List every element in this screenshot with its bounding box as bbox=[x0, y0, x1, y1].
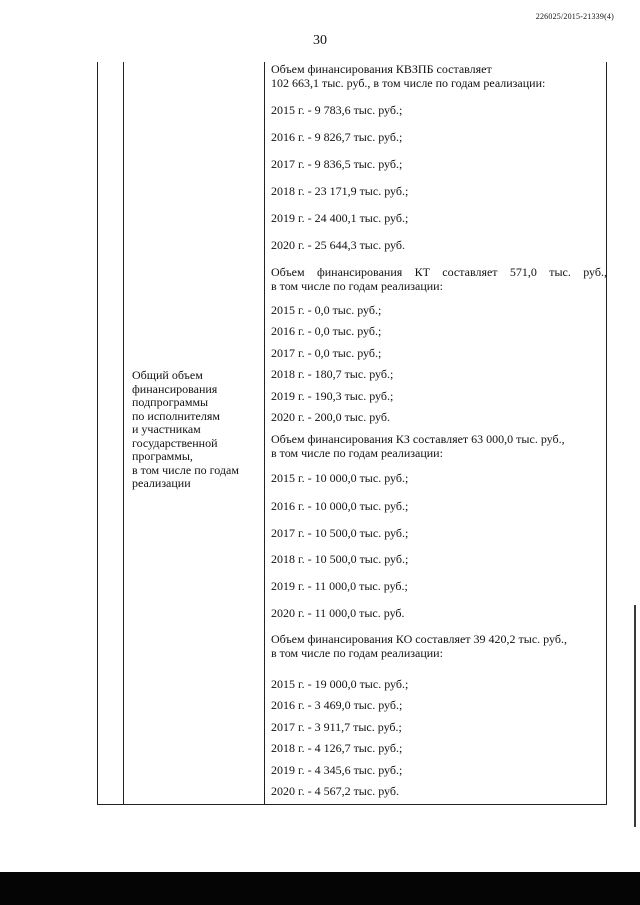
year-line: 2019 г. - 11 000,0 тыс. руб.; bbox=[271, 579, 408, 593]
label-line: и участникам bbox=[132, 422, 201, 436]
section-title: Объем финансирования КЗ составляет 63 000,0 тыс. руб., bbox=[271, 432, 565, 446]
year-line: 2018 г. - 23 171,9 тыс. руб.; bbox=[271, 184, 409, 198]
section-subtitle: в том числе по годам реализации: bbox=[271, 279, 443, 293]
year-line: 2020 г. - 25 644,3 тыс. руб. bbox=[271, 238, 405, 252]
year-line: 2018 г. - 10 500,0 тыс. руб.; bbox=[271, 552, 409, 566]
year-line: 2015 г. - 10 000,0 тыс. руб.; bbox=[271, 471, 409, 485]
year-line: 2017 г. - 3 911,7 тыс. руб.; bbox=[271, 720, 402, 734]
section-title: Объем финансирования КВЗПБ составляет bbox=[271, 62, 492, 76]
label-line: финансирования bbox=[132, 381, 218, 396]
table-column-divider-1 bbox=[123, 62, 124, 805]
section-heading-ko bbox=[271, 632, 607, 660]
section-heading-kz bbox=[271, 432, 607, 460]
section-heading-kvzpb bbox=[271, 62, 607, 90]
year-line: 2018 г. - 4 126,7 тыс. руб.; bbox=[271, 741, 403, 755]
scan-bottom-bar bbox=[0, 872, 640, 905]
year-line: 2015 г. - 19 000,0 тыс. руб.; bbox=[271, 677, 409, 691]
year-line: 2020 г. - 200,0 тыс. руб. bbox=[271, 410, 390, 424]
section-heading-kt bbox=[271, 265, 607, 293]
section-subtitle: 102 663,1 тыс. руб., в том числе по годам реализации: bbox=[271, 76, 546, 90]
document-id: 226025/2015-21339(4) bbox=[535, 12, 614, 21]
year-line: 2017 г. - 10 500,0 тыс. руб.; bbox=[271, 526, 409, 540]
year-line: 2020 г. - 4 567,2 тыс. руб. bbox=[271, 784, 399, 798]
financing-table bbox=[97, 62, 607, 805]
label-line: в том числе по годам bbox=[132, 462, 239, 477]
year-line: 2017 г. - 9 836,5 тыс. руб.; bbox=[271, 157, 403, 171]
section-title: Объем финансирования КТ составляет 571,0 тыс. руб., bbox=[271, 265, 607, 279]
year-line: 2019 г. - 190,3 тыс. руб.; bbox=[271, 389, 394, 403]
page-number: 30 bbox=[313, 33, 327, 48]
table-border-bottom bbox=[97, 804, 607, 805]
label-line: по исполнителям bbox=[132, 408, 220, 423]
row-label bbox=[132, 369, 257, 491]
year-line: 2016 г. - 0,0 тыс. руб.; bbox=[271, 324, 382, 338]
year-line: 2016 г. - 3 469,0 тыс. руб.; bbox=[271, 698, 403, 712]
table-column-divider-2 bbox=[264, 62, 265, 805]
section-subtitle: в том числе по годам реализации: bbox=[271, 646, 443, 660]
label-line: подпрограммы bbox=[132, 395, 209, 409]
scan-edge-artifact bbox=[634, 605, 636, 827]
label-line: реализации bbox=[132, 476, 191, 490]
year-line: 2018 г. - 180,7 тыс. руб.; bbox=[271, 367, 394, 381]
label-line: программы, bbox=[132, 449, 193, 463]
year-line: 2019 г. - 24 400,1 тыс. руб.; bbox=[271, 211, 409, 225]
year-line: 2017 г. - 0,0 тыс. руб.; bbox=[271, 346, 382, 360]
year-line: 2020 г. - 11 000,0 тыс. руб. bbox=[271, 606, 405, 620]
section-title: Объем финансирования КО составляет 39 420,2 тыс. руб., bbox=[271, 632, 567, 646]
label-line: Общий объем bbox=[132, 368, 203, 382]
table-border-left bbox=[97, 62, 98, 805]
year-line: 2016 г. - 9 826,7 тыс. руб.; bbox=[271, 130, 403, 144]
section-subtitle: в том числе по годам реализации: bbox=[271, 446, 443, 460]
year-line: 2019 г. - 4 345,6 тыс. руб.; bbox=[271, 763, 403, 777]
year-line: 2015 г. - 0,0 тыс. руб.; bbox=[271, 303, 382, 317]
year-line: 2015 г. - 9 783,6 тыс. руб.; bbox=[271, 103, 403, 117]
year-line: 2016 г. - 10 000,0 тыс. руб.; bbox=[271, 499, 409, 513]
label-line: государственной bbox=[132, 435, 218, 450]
